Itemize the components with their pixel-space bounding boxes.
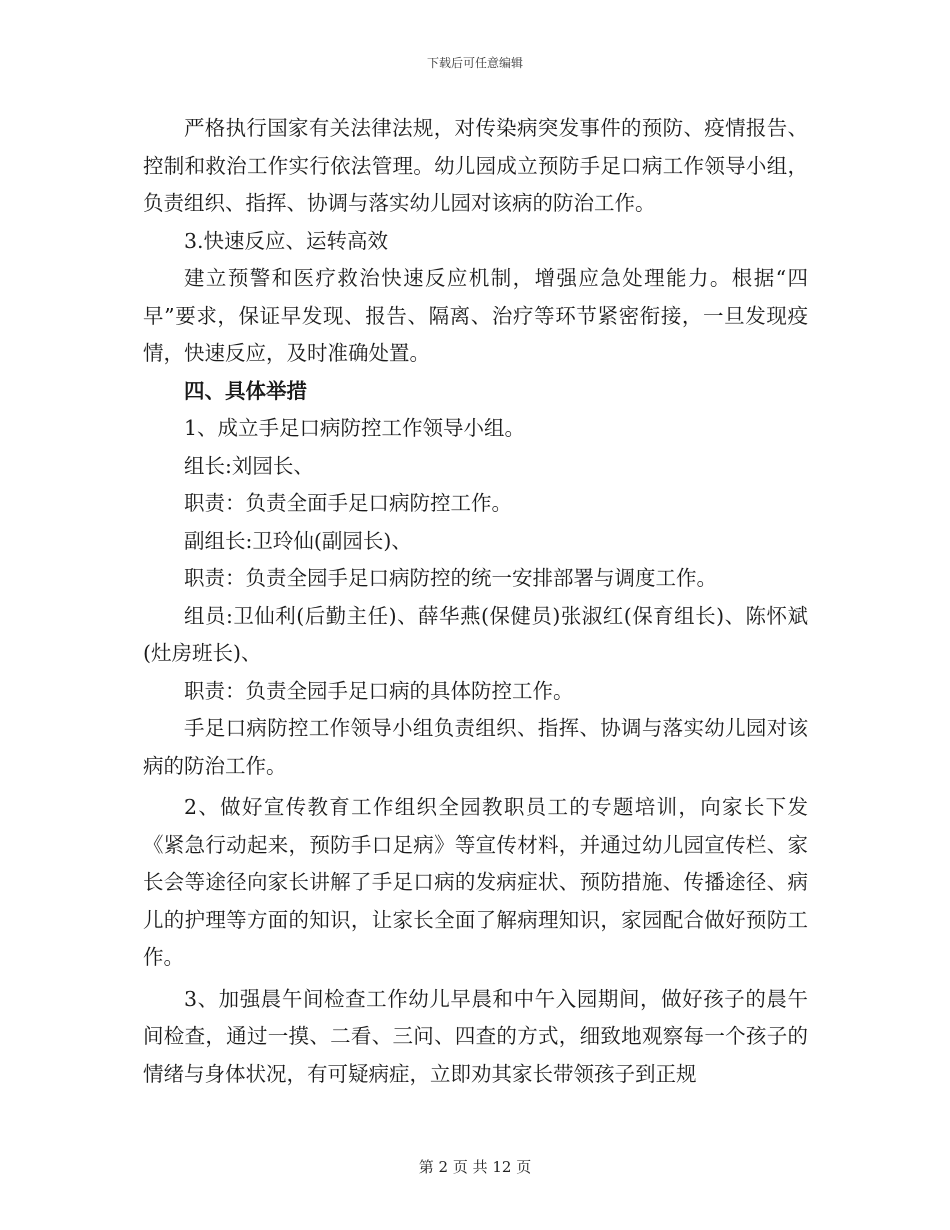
duty-leader: 职责：负责全面手足口病防控工作。 <box>184 491 512 515</box>
group-members: 组员:卫仙利(后勤主任)、薛华燕(保健员)张淑红(保育组长)、陈怀斌(灶房班长)、 <box>143 603 808 665</box>
document-body <box>143 110 808 1093</box>
paragraph-group-responsibility: 手足口病防控工作领导小组负责组织、指挥、协调与落实幼儿园对该病的防治工作。 <box>143 716 808 778</box>
section-heading-measures: 四、具体举措 <box>184 378 307 403</box>
duty-deputy: 职责：负责全园手足口病防控的统一安排部署与调度工作。 <box>184 566 717 590</box>
subheading-rapid-response: 3.快速反应、运转高效 <box>184 228 389 253</box>
item-morning-check: 3、加强晨午间检查工作幼儿早晨和中午入园期间，做好孩子的晨午间检查，通过一摸、二看、三问、四查的方式，细致地观察每一个孩子的情绪与身体状况，有可疑病症，立即劝其家长带领孩子到正规 <box>143 986 808 1086</box>
paragraph-early-warning: 建立预警和医疗救治快速反应机制，增强应急处理能力。根据“四早”要求，保证早发现、报告、隔离、治疗等环节紧密衔接，一旦发现疫情，快速反应，及时准确处置。 <box>143 266 808 365</box>
page-footer: 第 2 页 共 12 页 <box>418 1158 532 1176</box>
item-publicity-education: 2、做好宣传教育工作组织全园教职员工的专题培训，向家长下发《紧急行动起来，预防手口足病》等宣传材料，并通过幼儿园宣传栏、家长会等途径向家长讲解了手足口病的发病症状、预防措施、传播途径、病儿的护理等方面的知识，让家长全面了解病理知识，家园配合做好预防工作。 <box>143 795 808 969</box>
item-leadership-group: 1、成立手足口病防控工作领导小组。 <box>184 416 526 440</box>
group-leader: 组长:刘园长、 <box>184 453 314 478</box>
duty-members: 职责：负责全园手足口病的具体防控工作。 <box>184 678 574 703</box>
paragraph-legal-management: 严格执行国家有关法律法规，对传染病突发事件的预防、疫情报告、控制和救治工作实行依法管理。幼儿园成立预防手足口病工作领导小组，负责组织、指挥、协调与落实幼儿园对该病的防治工作。 <box>143 116 808 215</box>
deputy-leader: 副组长:卫玲仙(副园长)、 <box>184 528 412 553</box>
page-header: 下载后可任意编辑 <box>426 56 523 70</box>
